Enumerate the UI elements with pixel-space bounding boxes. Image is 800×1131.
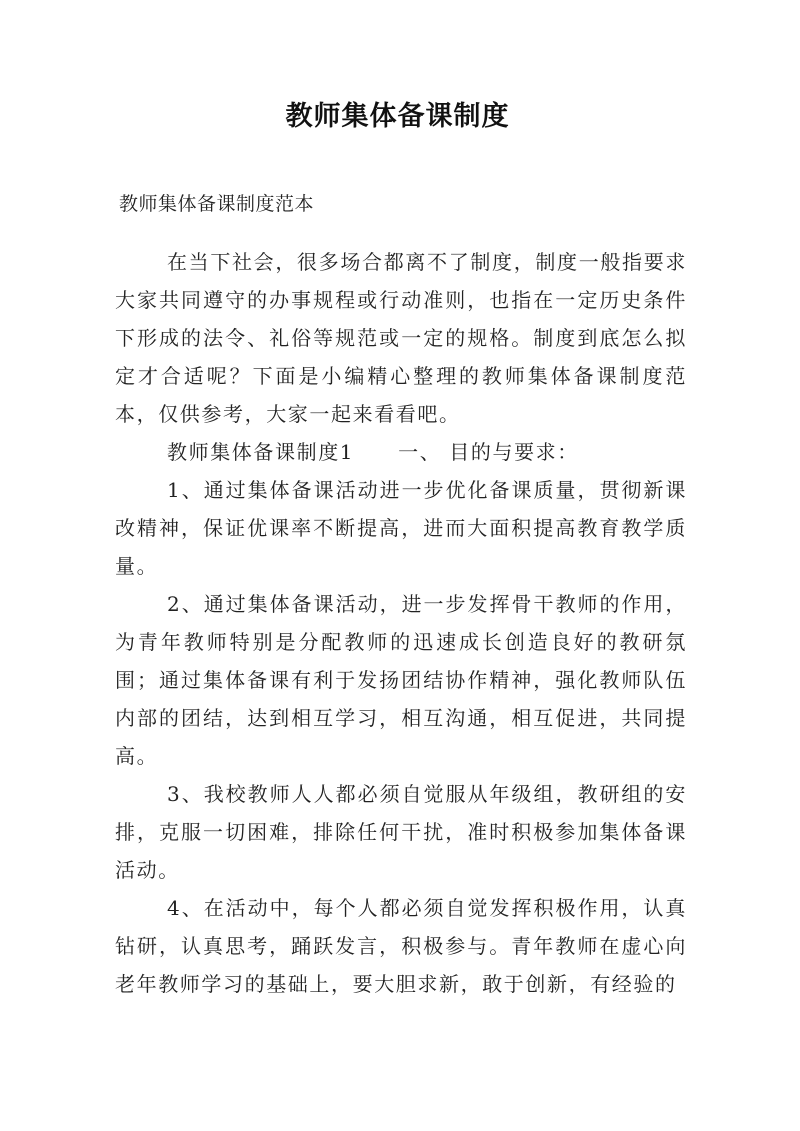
section-heading-line	[115, 433, 687, 471]
section-label: 教师集体备课制度1	[167, 440, 355, 464]
document-body	[115, 243, 687, 1003]
list-item: 2、通过集体备课活动，进一步发挥骨干教师的作用，为青年教师特别是分配教师的迅速成长创造良好的教研氛围；通过集体备课有利于发扬团结协作精神，强化教师队伍内部的团结，达到相互学习，相互沟通，相互促进，共同提高。	[115, 592, 687, 768]
list-item: 4、在活动中，每个人都必须自觉发挥积极作用，认真钻研，认真思考，踊跃发言，积极参与。青年教师在虚心向老年教师学习的基础上，要大胆求新，敢于创新，有经验的	[115, 896, 687, 996]
intro-paragraph: 在当下社会，很多场合都离不了制度，制度一般指要求大家共同遵守的办事规程或行动准则，也指在一定历史条件下形成的法令、礼俗等规范或一定的规格。制度到底怎么拟定才合适呢？下面是小编精心整理的教师集体备课制度范本，仅供参考，大家一起来看看吧。	[115, 250, 687, 426]
section-heading: 一、 目的与要求：	[398, 440, 579, 464]
document-subtitle: 教师集体备课制度范本	[119, 193, 315, 215]
document-title: 教师集体备课制度	[285, 101, 510, 132]
list-item: 1、通过集体备课活动进一步优化备课质量，贯彻新课改精神，保证优课率不断提高，进而大面积提高教育教学质量。	[115, 478, 687, 578]
list-item: 3、我校教师人人都必须自觉服从年级组，教研组的安排，克服一切困难，排除任何干扰，准时积极参加集体备课活动。	[115, 782, 687, 882]
